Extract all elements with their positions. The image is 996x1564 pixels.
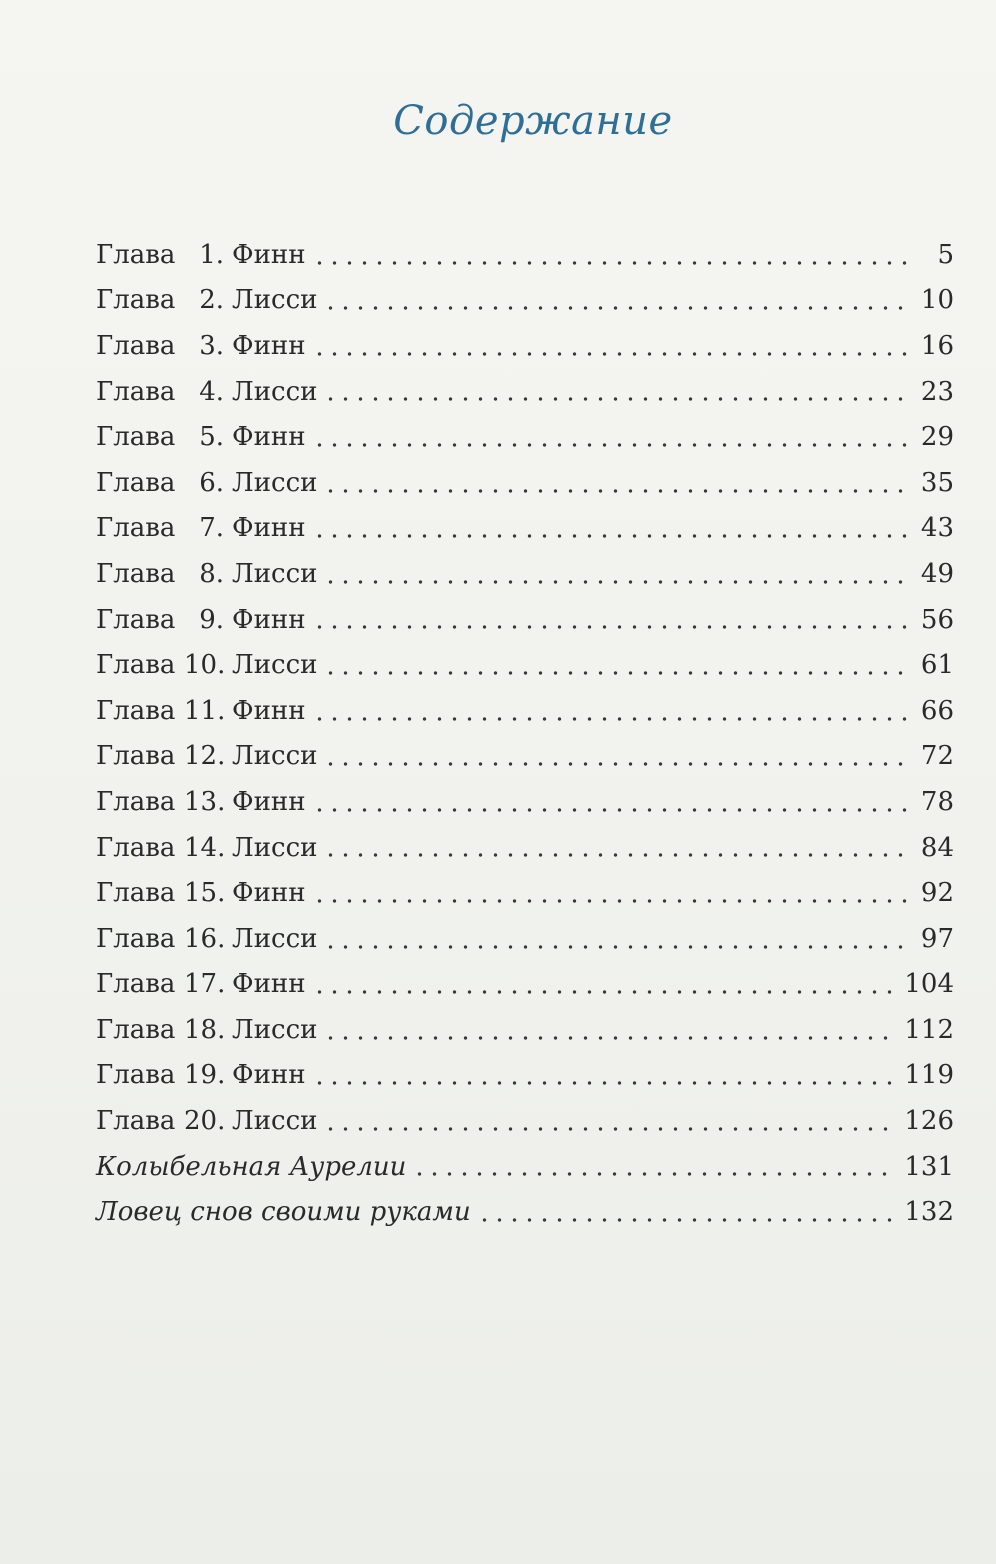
chapter-number: 8. [199,558,224,589]
toc-entry[interactable] [96,642,954,688]
dot-leader [323,1034,894,1042]
chapter-word: Глава [96,1060,176,1091]
chapter-name: Лисси [232,376,318,407]
chapter-name: Финн [232,330,306,361]
chapter-name: Финн [232,969,306,1000]
chapter-number: 12. [184,741,226,772]
page-number: 126 [904,1106,954,1137]
dot-leader [312,259,916,267]
dot-leader [312,988,895,996]
page-number: 61 [920,650,954,681]
chapter-name: Лисси [232,650,318,681]
page-number: 16 [920,330,954,361]
dot-leader [477,1216,895,1224]
chapter-word: Глава [96,604,176,635]
entry-label: Колыбельная Аурелии [96,1151,407,1182]
chapter-name: Лисси [232,1014,318,1045]
toc-entry-dreamcatcher[interactable] [96,1189,954,1235]
toc-entry[interactable] [96,916,954,962]
page-number: 97 [920,923,954,954]
chapter-name: Лисси [232,741,318,772]
toc-entry-lullaby[interactable] [96,1144,954,1190]
page-number: 119 [904,1060,954,1091]
chapter-word: Глава [96,695,176,726]
chapter-number: 10. [184,650,226,681]
chapter-number: 6. [199,467,224,498]
chapter-name: Лисси [232,467,318,498]
toc-entry[interactable] [96,232,954,278]
dot-leader [312,623,911,631]
chapter-word: Глава [96,467,176,498]
page-number: 66 [920,695,954,726]
chapter-word: Глава [96,1106,176,1137]
chapter-name: Финн [232,604,306,635]
chapter-number: 4. [199,376,224,407]
table-of-contents [96,232,954,1235]
entry-label: Ловец снов своими руками [96,1197,471,1228]
page-number: 10 [920,285,954,316]
chapter-name: Финн [232,513,306,544]
chapter-number: 19. [184,1060,226,1091]
chapter-number: 14. [184,832,226,863]
dot-leader [323,395,910,403]
dot-leader [312,897,911,905]
toc-entry[interactable] [96,506,954,552]
chapter-word: Глава [96,878,176,909]
page-number: 49 [920,558,954,589]
dot-leader [312,806,911,814]
dot-leader [323,304,910,312]
chapter-number: 13. [184,786,226,817]
page-number: 112 [904,1014,954,1045]
page-number: 5 [937,239,954,270]
dot-leader [312,441,911,449]
chapter-number: 17. [184,969,226,1000]
chapter-number: 3. [199,330,224,361]
page-number: 35 [920,467,954,498]
page-number: 78 [920,786,954,817]
toc-entry[interactable] [96,597,954,643]
page-title: Содержание [393,98,673,144]
chapter-number: 1. [199,239,224,270]
page-number: 132 [904,1197,954,1228]
toc-entry[interactable] [96,1007,954,1053]
page-number: 72 [920,741,954,772]
chapter-number: 11. [184,695,226,726]
dot-leader [323,1125,894,1133]
chapter-name: Лисси [232,285,318,316]
toc-entry[interactable] [96,688,954,734]
chapter-word: Глава [96,1014,176,1045]
chapter-word: Глава [96,558,176,589]
dot-leader [323,943,910,951]
chapter-name: Финн [232,695,306,726]
chapter-name: Финн [232,239,306,270]
toc-entry[interactable] [96,369,954,415]
chapter-number: 18. [184,1014,226,1045]
chapter-number: 15. [184,878,226,909]
chapter-word: Глава [96,513,176,544]
chapter-name: Лисси [232,832,318,863]
toc-entry[interactable] [96,734,954,780]
chapter-word: Глава [96,832,176,863]
chapter-word: Глава [96,422,176,453]
dot-leader [312,532,911,540]
chapter-word: Глава [96,330,176,361]
chapter-name: Лисси [232,558,318,589]
chapter-name: Финн [232,1060,306,1091]
toc-entry[interactable] [96,278,954,324]
chapter-word: Глава [96,376,176,407]
dot-leader [323,578,910,586]
dot-leader [323,487,910,495]
chapter-word: Глава [96,285,176,316]
page-number: 84 [920,832,954,863]
chapter-number: 9. [199,604,224,635]
chapter-number: 7. [199,513,224,544]
dot-leader [312,715,911,723]
chapter-name: Финн [232,786,306,817]
dot-leader [323,760,910,768]
toc-entry[interactable] [96,870,954,916]
toc-entry[interactable] [96,1098,954,1144]
dot-leader [312,350,911,358]
chapter-number: 16. [184,923,226,954]
page-number: 104 [904,969,954,1000]
toc-entry[interactable] [96,779,954,825]
page-number: 23 [920,376,954,407]
toc-entry[interactable] [96,414,954,460]
page-number: 56 [920,604,954,635]
toc-entry[interactable] [96,825,954,871]
dot-leader [323,669,910,677]
toc-entry[interactable] [96,460,954,506]
page-number: 131 [904,1151,954,1182]
toc-entry[interactable] [96,551,954,597]
page-number: 29 [920,422,954,453]
chapter-word: Глава [96,786,176,817]
chapter-name: Лисси [232,923,318,954]
toc-entry[interactable] [96,962,954,1008]
page-number: 92 [920,878,954,909]
chapter-word: Глава [96,239,176,270]
chapter-number: 2. [199,285,224,316]
toc-entry[interactable] [96,323,954,369]
chapter-word: Глава [96,650,176,681]
chapter-name: Финн [232,878,306,909]
chapter-word: Глава [96,969,176,1000]
chapter-word: Глава [96,741,176,772]
chapter-name: Лисси [232,1106,318,1137]
chapter-name: Финн [232,422,306,453]
toc-entry[interactable] [96,1053,954,1099]
dot-leader [312,1079,895,1087]
chapter-word: Глава [96,923,176,954]
chapter-number: 5. [199,422,224,453]
dot-leader [412,1170,894,1178]
chapter-number: 20. [184,1106,226,1137]
page-number: 43 [920,513,954,544]
dot-leader [323,851,910,859]
